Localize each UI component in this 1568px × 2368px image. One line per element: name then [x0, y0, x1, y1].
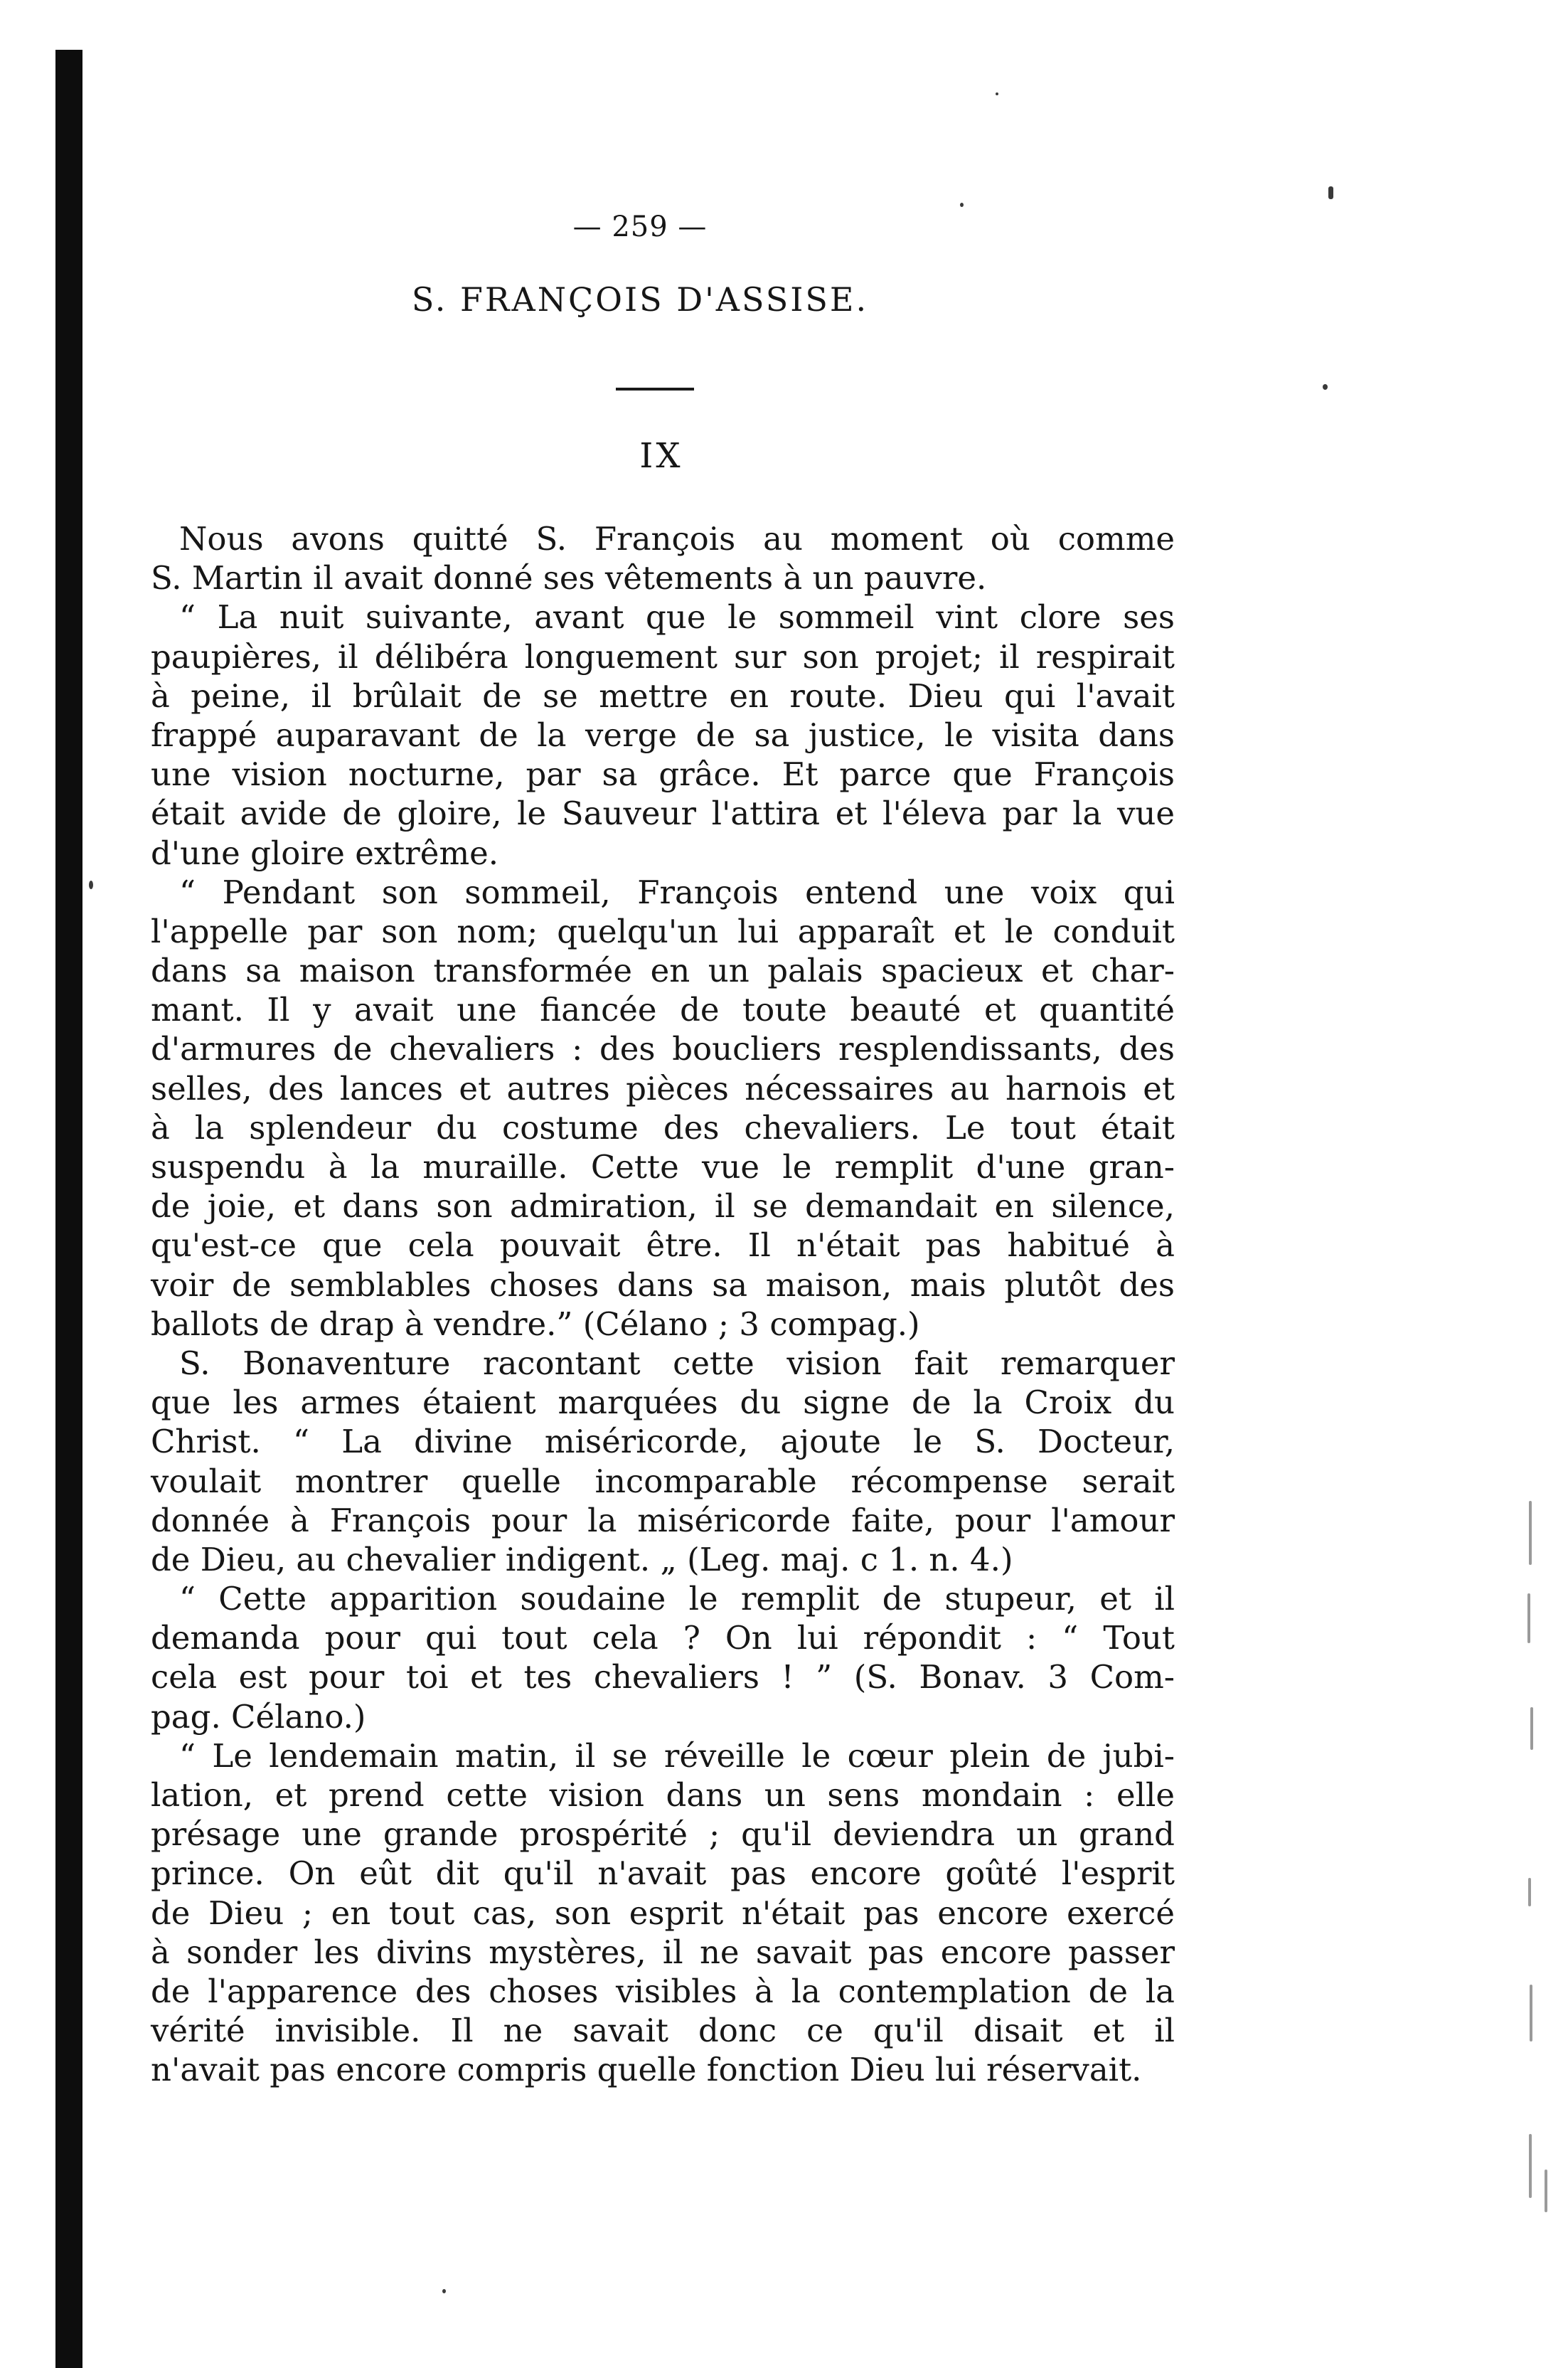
text-line: donnée à François pour la miséricorde faite, pour l'amour: [151, 1501, 1175, 1539]
text-line: lation, et prend cette vision dans un sens mondain : elle: [151, 1776, 1175, 1814]
text-line: pag. Célano.): [151, 1697, 366, 1736]
scan-speck: [1529, 2134, 1532, 2198]
text-line: n'avait pas encore compris quelle fonction Dieu lui réservait.: [151, 2051, 1142, 2089]
text-line: “ Cette apparition soudaine le remplit de stupeur, et il: [179, 1580, 1175, 1618]
title-divider: [616, 388, 694, 391]
page-number: — 259 —: [572, 211, 708, 243]
text-line: “ Pendant son sommeil, François entend une voix qui: [179, 873, 1175, 911]
scan-speck: [1323, 384, 1328, 390]
scan-speck: [1328, 186, 1333, 199]
text-line: prince. On eût dit qu'il n'avait pas encore goûté l'esprit: [151, 1854, 1175, 1893]
text-line: à la splendeur du costume des chevaliers. Le tout était: [151, 1108, 1175, 1147]
text-line: voir de semblables choses dans sa maison, mais plutôt des: [151, 1265, 1175, 1304]
scan-speck: [996, 92, 998, 95]
running-title: S. FRANÇOIS D'ASSISE.: [411, 280, 869, 319]
text-line: cela est pour toi et tes chevaliers ! ” (S. Bonav. 3 Com-: [151, 1658, 1175, 1697]
text-line: S. Bonaventure racontant cette vision fait remarquer: [179, 1344, 1175, 1382]
text-line: qu'est-ce que cela pouvait être. Il n'était pas habitué à: [151, 1226, 1175, 1265]
scan-speck: [89, 881, 93, 889]
text-line: voulait montrer quelle incomparable récompense serait: [151, 1462, 1175, 1500]
text-line: “ La nuit suivante, avant que le sommeil vint clore ses: [179, 598, 1175, 637]
text-line: Christ. “ La divine miséricorde, ajoute le S. Docteur,: [151, 1423, 1175, 1461]
text-line: d'une gloire extrême.: [151, 834, 499, 872]
text-line: de joie, et dans son admiration, il se demandait en silence,: [151, 1187, 1175, 1226]
body-text: [151, 519, 1175, 2090]
text-line: ballots de drap à vendre.” (Célano ; 3 compag.): [151, 1305, 920, 1343]
text-line: présage une grande prospérité ; qu'il deviendra un grand: [151, 1815, 1175, 1854]
text-line: dans sa maison transformée en un palais spacieux et char-: [151, 952, 1175, 990]
text-line: était avide de gloire, le Sauveur l'attira et l'éleva par la vue: [151, 795, 1175, 833]
scan-speck: [1530, 1985, 1532, 2042]
text-line: “ Le lendemain matin, il se réveille le cœur plein de jubi-: [179, 1736, 1175, 1775]
scan-speck: [1528, 1878, 1531, 1906]
text-line: demanda pour qui tout cela ? On lui répondit : “ Tout: [151, 1619, 1175, 1657]
text-line: Nous avons quitté S. François au moment où comme: [179, 520, 1175, 558]
binding-edge-bar: [55, 50, 82, 2368]
text-line: d'armures de chevaliers : des boucliers resplendissants, des: [151, 1030, 1175, 1068]
text-line: à peine, il brûlait de se mettre en route. Dieu qui l'avait: [151, 676, 1175, 715]
text-line: de Dieu ; en tout cas, son esprit n'était pas encore exercé: [151, 1894, 1175, 1932]
text-line: de Dieu, au chevalier indigent. „ (Leg. maj. c 1. n. 4.): [151, 1540, 1013, 1578]
scan-speck: [1527, 1593, 1530, 1643]
text-line: paupières, il délibéra longuement sur son projet; il respirait: [151, 637, 1175, 676]
scan-speck: [1529, 1501, 1532, 1565]
text-line: S. Martin il avait donné ses vêtements à un pauvre.: [151, 559, 987, 598]
text-line: l'appelle par son nom; quelqu'un lui apparaît et le conduit: [151, 912, 1175, 950]
text-line: à sonder les divins mystères, il ne savait pas encore passer: [151, 1933, 1175, 1971]
text-line: frappé auparavant de la verge de sa justice, le visita dans: [151, 716, 1175, 754]
scan-speck: [960, 203, 964, 207]
text-line: que les armes étaient marquées du signe de la Croix du: [151, 1384, 1175, 1422]
chapter-number: IX: [639, 436, 683, 476]
scan-speck: [1545, 2170, 1547, 2212]
text-line: vérité invisible. Il ne savait donc ce qu'il disait et il: [151, 2012, 1175, 2050]
text-line: mant. Il y avait une fiancée de toute beauté et quantité: [151, 991, 1175, 1029]
text-line: suspendu à la muraille. Cette vue le remplit d'une gran-: [151, 1148, 1175, 1186]
text-line: une vision nocturne, par sa grâce. Et parce que François: [151, 755, 1175, 794]
text-line: de l'apparence des choses visibles à la contemplation de la: [151, 1972, 1175, 2010]
scan-speck: [1530, 1707, 1533, 1750]
text-line: selles, des lances et autres pièces nécessaires au harnois et: [151, 1069, 1175, 1108]
scan-speck: [442, 2289, 446, 2293]
